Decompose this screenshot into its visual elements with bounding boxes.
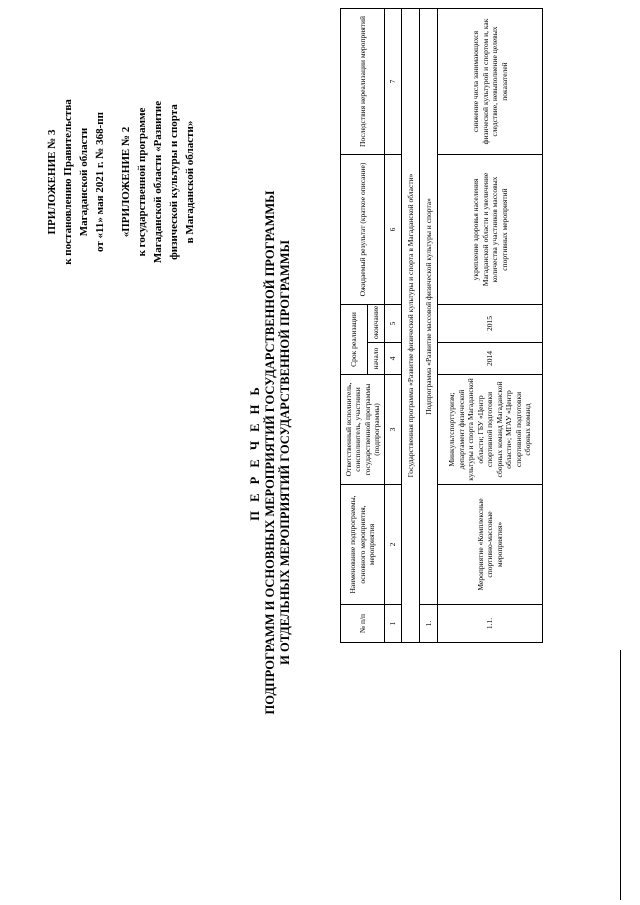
approval-line: к государственной программе [136,107,148,257]
header-term-start: начало [368,343,385,375]
approval-line: Магаданской области «Развитие [152,100,164,264]
row-consequences: снижение числа занимающихся физической культурой и спортом и, как следствие, невыполнение целевых показателей [438,9,543,155]
header-num: № п/п [341,605,385,643]
heading-title: П Е Р Е Ч Е Н Ь [248,384,262,521]
row-result: укрепление здоровья населения Магаданской области и увеличение количества участников массовых спортивных мероприятий [438,155,543,305]
column-number: 1 [385,605,402,643]
header-term: Срок реализации [341,305,368,375]
approval-line: в Магаданской области» [184,120,196,244]
approval-block [44,57,198,307]
column-number: 3 [385,375,402,485]
header-executor: Ответственный исполнитель, соисполнитель, участники государственной программы (подпрограммы) [341,375,385,485]
row-num: 1.1. [438,605,543,643]
row-name: Мероприятие «Комплексные спортивно-массовые мероприятия» [438,485,543,605]
header-term-end: окончание [368,305,385,343]
approval-line: физической культуры и спорта [168,104,180,260]
table-row [438,9,543,643]
heading-line: И ОТДЕЛЬНЫХ МЕРОПРИЯТИЙ ГОСУДАРСТВЕННОЙ ПРОГРАММЫ [278,240,292,665]
header-result: Ожидаемый результат (краткое описание) [341,155,385,305]
subprogram-row: Подпрограмма «Развитие массовой физической культуры и спорта» [420,9,438,605]
approval-line: к постановлению Правительства [62,99,74,265]
header-name: Наименование подпрограммы, основного мероприятия, мероприятия [341,485,385,605]
subprogram-num: 1. [420,605,438,643]
column-number: 6 [385,155,402,305]
approval-line: от «11» мая 2021 г. № 368-пп [94,112,106,252]
column-number: 5 [385,305,402,343]
column-number: 7 [385,9,402,155]
row-executor: Минкультспорттуризм; департамент физической культуры и спорта Магаданской области; ГБУ «Центр спортивной подготовки сборных команд Магаданской области»; МГАУ «Центр спортивной подготовки сборных команд [438,375,543,485]
approval-line: «ПРИЛОЖЕНИЕ № 2 [120,126,132,238]
footer-rule [620,650,621,900]
program-row: Государственная программа «Развитие физической культуры и спорта в Магаданской области» [402,9,420,643]
header-consequences: Последствия нереализации мероприятий [341,9,385,155]
approval-line: ПРИЛОЖЕНИЕ № 3 [46,129,58,235]
document-heading [248,0,293,905]
approval-line: Магаданской области [78,127,90,237]
activities-table [340,8,543,643]
row-end: 2015 [438,305,543,343]
row-start: 2014 [438,343,543,375]
column-number: 2 [385,485,402,605]
column-number: 4 [385,343,402,375]
heading-line: ПОДПРОГРАММ И ОСНОВНЫХ МЕРОПРИЯТИЙ ГОСУДАРСТВЕННОЙ ПРОГРАММЫ [263,190,277,715]
